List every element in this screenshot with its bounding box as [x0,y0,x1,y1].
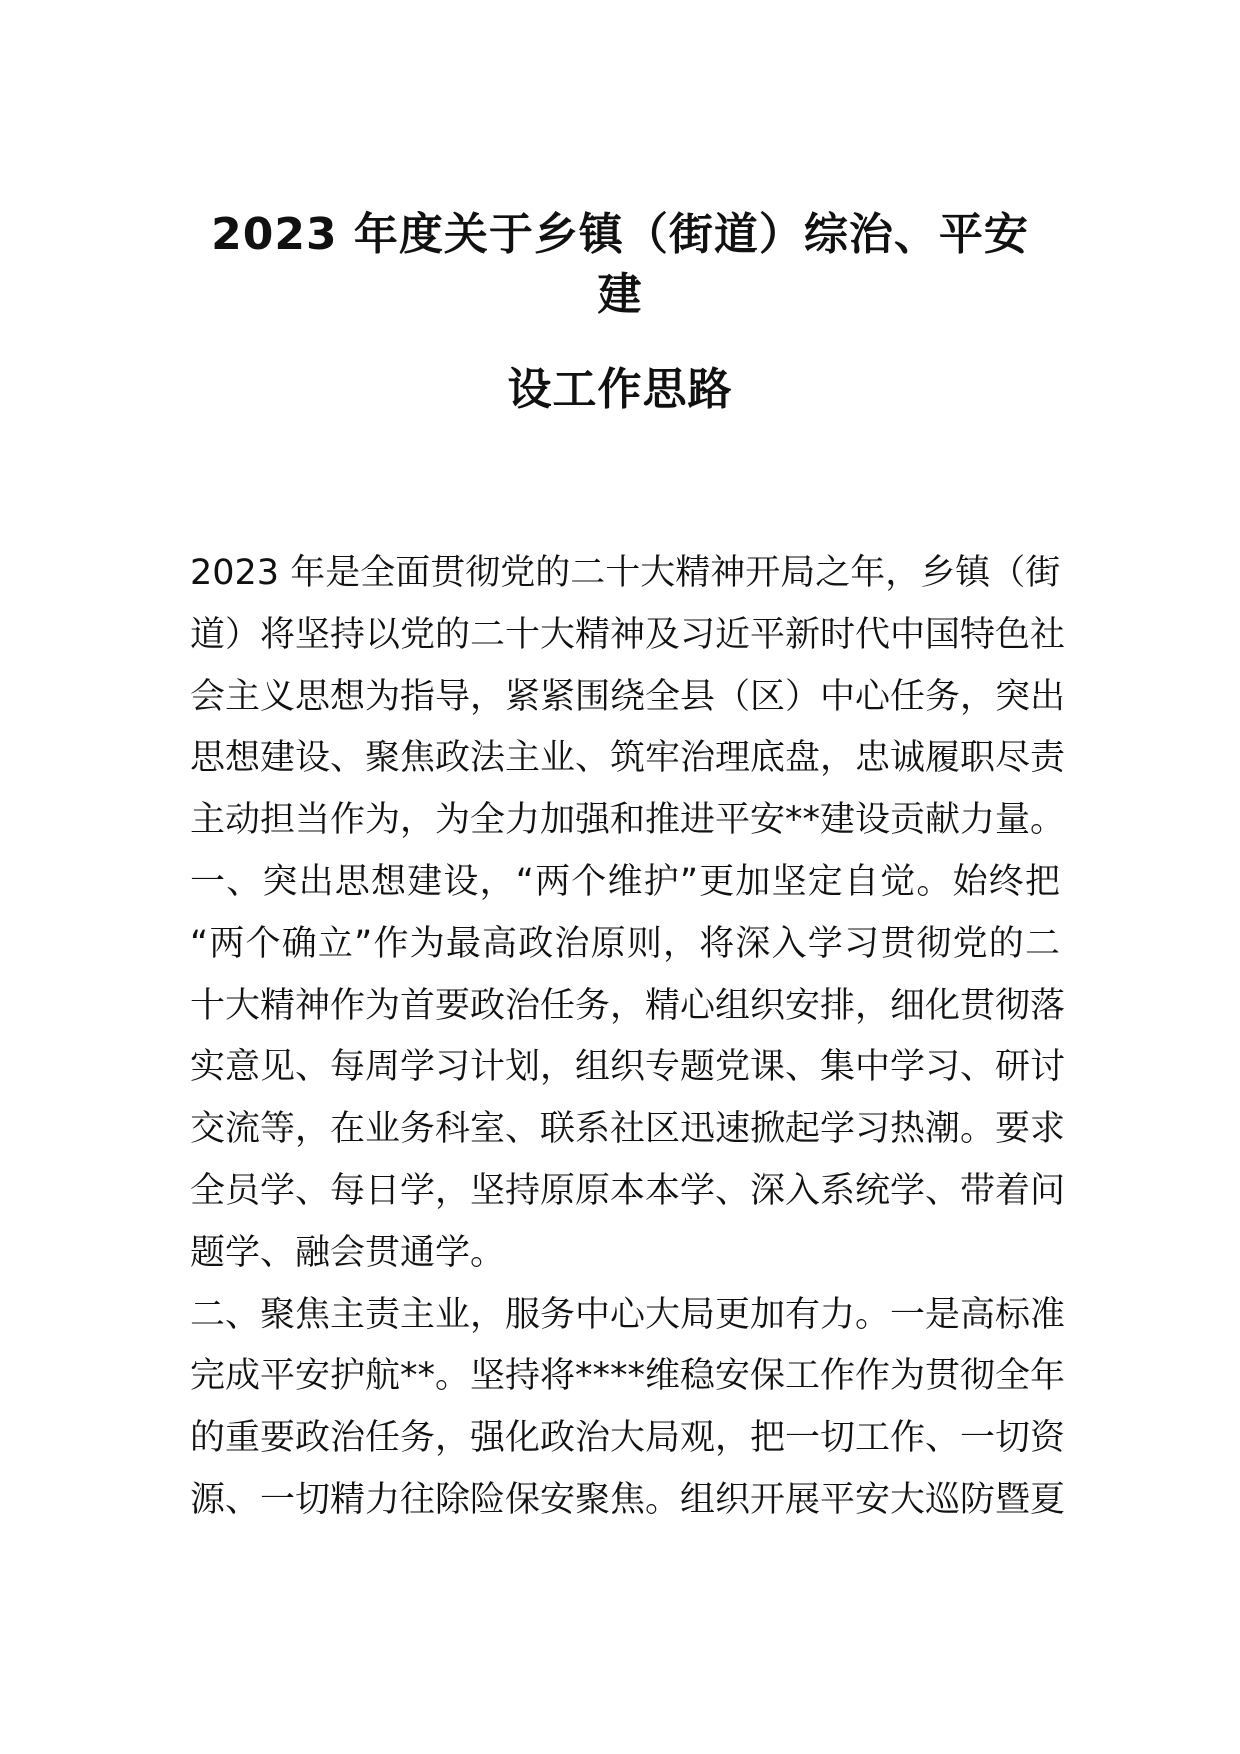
body-line: 一、突出思想建设，“两个维护”更加坚定自觉。始终把 [190,861,1060,902]
body-line: 2023 年是全面贯彻党的二十大精神开局之年，乡镇（街 [190,553,1061,593]
body-line: 十大精神作为首要政治任务，精心组织安排，细化贯彻落 [190,985,1066,1026]
body-line: 道）将坚持以党的二十大精神及习近平新时代中国特色社 [190,614,1066,655]
body-line: 交流等，在业务科室、联系社区迅速掀起学习热潮。要求 [190,1109,1066,1150]
body-line: 主动担当作为，为全力加强和推进平安**建设贡献力量。 [190,800,1066,841]
body-line: 二、聚焦主责主业，服务中心大局更加有力。一是高标准 [190,1294,1066,1335]
document-title-line-2: 设工作思路 [507,364,733,415]
document-body [190,543,1066,1532]
body-line: 会主义思想为指导，紧紧围绕全县（区）中心任务，突出 [190,676,1066,717]
document-title-line-1: 2023 年度关于乡镇（街道）综治、平安建 [211,209,1029,320]
body-line: 全员学、每日学，坚持原原本本学、深入系统学、带着问 [190,1170,1066,1211]
body-line: 题学、融会贯通学。 [190,1232,506,1273]
body-line: 的重要政治任务，强化政治大局观，把一切工作、一切资 [190,1418,1066,1459]
body-line: 实意见、每周学习计划，组织专题党课、集中学习、研讨 [190,1047,1066,1088]
body-line: 源、一切精力往除险保安聚焦。组织开展平安大巡防暨夏 [190,1479,1066,1520]
body-line: 完成平安护航**。坚持将****维稳安保工作作为贯彻全年 [190,1356,1066,1397]
body-line: “两个确立”作为最高政治原则，将深入学习贯彻党的二 [190,923,1060,964]
body-line: 思想建设、聚焦政法主业、筑牢治理底盘，忠诚履职尽责 [190,738,1066,779]
